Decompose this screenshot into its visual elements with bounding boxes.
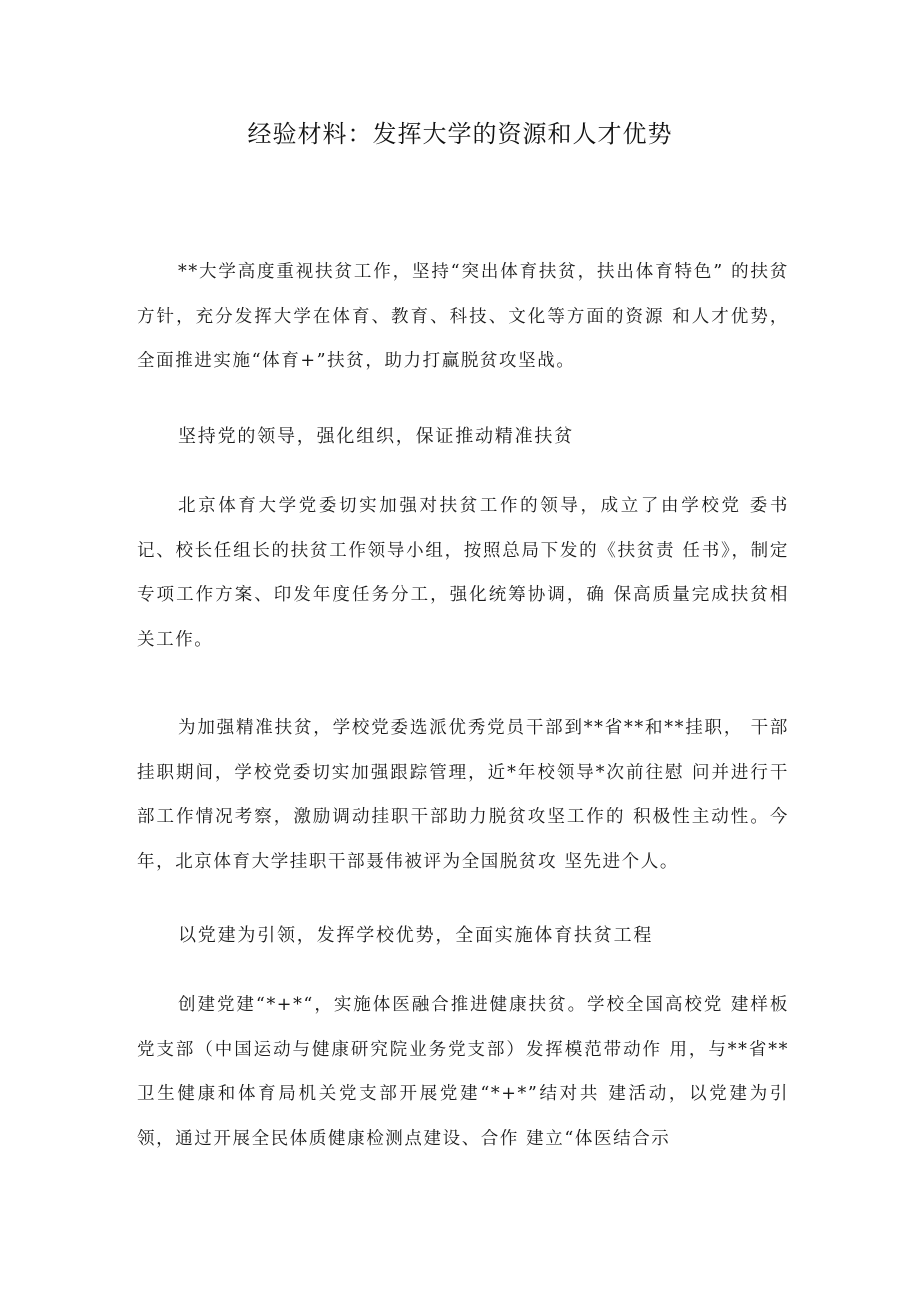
section2-heading: 以党建为引领，发挥学校优势，全面实施体育扶贫工程 [178,925,654,946]
section1-heading: 坚持党的领导，强化组织，保证推动精准扶贫 [178,426,574,447]
section2-paragraph-1: 创建党建“*+*“，实施体医融合推进健康扶贫。学校全国高校党 建样板党支部（中国运动与健康研究院业务党支部）发挥模范带动作 用，与**省**卫生健康和体育局机关党支部开展党建“*+*”结对共 建活动，以党建为引领，通过开展全民体质健康检测点建设、合作 建立“体医结合示 [137,995,789,1149]
intro-paragraph: **大学高度重视扶贫工作，坚持“突出体育扶贫，扶出体育特色” 的扶贫方针，充分发挥大学在体育、教育、科技、文化等方面的资源 和人才优势，全面推进实施“体育+”扶贫，助力打赢脱贫攻坚战。 [137,262,789,371]
section1-paragraph-2: 为加强精准扶贫，学校党委选派优秀党员干部到**省**和**挂职， 干部挂职期间，学校党委切实加强跟踪管理，近*年校领导*次前往慰 问并进行干部工作情况考察，激励调动挂职干部助力脱贫攻坚工作的 积极性主动性。今年，北京体育大学挂职干部聂伟被评为全国脱贫攻 坚先进个人。 [137,718,789,872]
section1-paragraph-1: 北京体育大学党委切实加强对扶贫工作的领导，成立了由学校党 委书记、校长任组长的扶贫工作领导小组，按照总局下发的《扶贫责 任书》，制定专项工作方案、印发年度任务分工，强化统筹协调，确 保高质量完成扶贫相关工作。 [137,496,789,650]
document-title: 经验材料：发挥大学的资源和人才优势 [247,120,673,148]
